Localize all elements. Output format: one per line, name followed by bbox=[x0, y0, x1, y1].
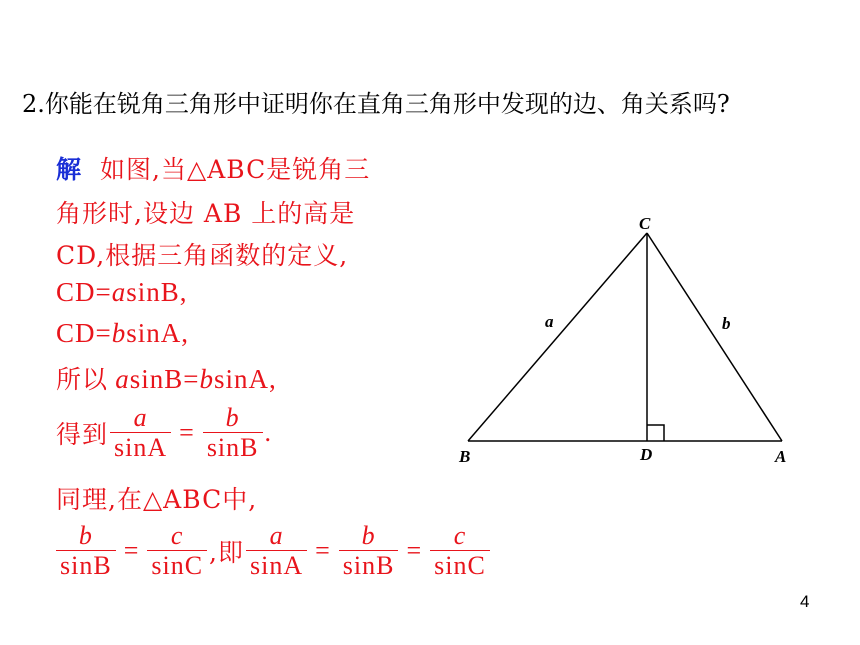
eq-text: sinA, bbox=[214, 364, 277, 394]
equals-sign: = bbox=[315, 535, 331, 565]
vertex-c-label: C bbox=[639, 214, 651, 233]
solution-line-8: 同理,在△ABC中, bbox=[56, 485, 258, 514]
side-b-label: b bbox=[722, 314, 731, 333]
fraction: $\frac{b}{\sin B}$ bbox=[56, 522, 116, 580]
eq-text: sinA, bbox=[126, 318, 189, 348]
var-b: b bbox=[199, 364, 215, 394]
eq-text: CD= bbox=[56, 277, 112, 307]
solution-line-2: 角形时,设边 AB 上的高是 bbox=[56, 199, 356, 228]
eq-text: sinB, bbox=[126, 277, 188, 307]
solution-text-1: 如图,当△ABC是锐角三 bbox=[100, 155, 371, 184]
vertex-d-label: D bbox=[640, 445, 653, 464]
right-angle-mark bbox=[647, 425, 664, 441]
fraction: $\frac{b}{\sin B}$ bbox=[339, 522, 399, 580]
eq-text: 所以 bbox=[56, 367, 116, 394]
eq-text: 得到 bbox=[56, 419, 109, 449]
fraction: $\frac{c}{\sin C}$ bbox=[430, 522, 490, 580]
question-text: 2.你能在锐角三角形中证明你在直角三角形中发现的边、角关系吗? bbox=[22, 90, 730, 118]
fraction: $\frac{a}{\sin A}$ bbox=[110, 404, 171, 462]
var-a: a bbox=[111, 277, 127, 307]
fraction: $\frac{a}{\sin A}$ bbox=[246, 522, 307, 580]
solution-keyword: 解 bbox=[56, 155, 83, 184]
equals-sign: = bbox=[123, 535, 140, 565]
equals-sign: = bbox=[179, 417, 195, 447]
vertex-b-label: B bbox=[459, 447, 471, 466]
page-number: 4 bbox=[800, 592, 810, 611]
period: . bbox=[264, 417, 272, 447]
vertex-a-label: A bbox=[775, 447, 787, 466]
equals-sign: = bbox=[406, 535, 423, 565]
side-a-label: a bbox=[545, 312, 554, 331]
fraction: $\frac{c}{\sin C}$ bbox=[147, 522, 207, 580]
fraction: $\frac{b}{\sin B}$ bbox=[203, 404, 263, 462]
var-b: b bbox=[111, 318, 127, 348]
side-bc bbox=[468, 233, 647, 441]
eq-text: ,即 bbox=[209, 537, 244, 567]
var-a: a bbox=[115, 364, 130, 394]
side-ca bbox=[647, 233, 782, 441]
eq-text: sinB= bbox=[129, 364, 200, 394]
solution-line-3: CD,根据三角函数的定义, bbox=[56, 241, 349, 270]
eq-text: CD= bbox=[56, 318, 112, 348]
